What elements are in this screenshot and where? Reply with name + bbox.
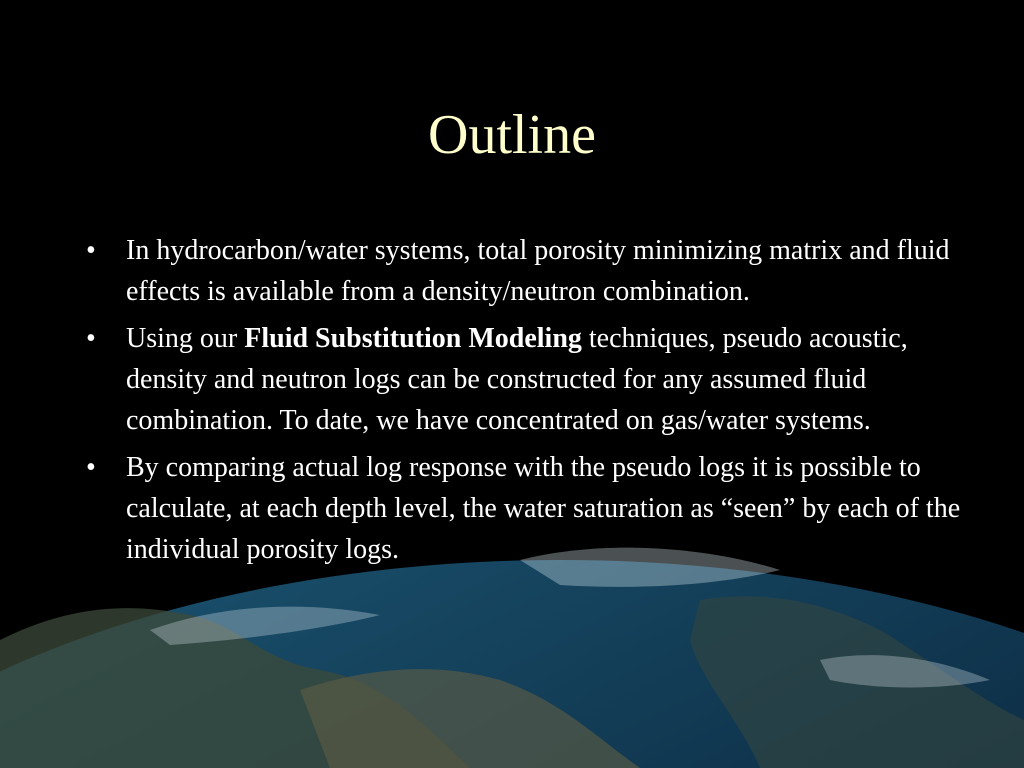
bullet-marker: • — [86, 452, 96, 483]
bullet-item — [84, 230, 964, 312]
bullet-list — [84, 230, 964, 576]
bullet-text: In hydrocarbon/water systems, total porosity minimizing matrix and fluid effects is available from a density/neutron combination. — [126, 235, 950, 307]
bullet-text-start: Using our — [126, 323, 245, 354]
bullet-marker: • — [86, 323, 96, 354]
bullet-marker: • — [86, 235, 96, 266]
bullet-item — [84, 318, 964, 441]
slide-title: Outline — [428, 104, 596, 166]
bullet-text: By comparing actual log response with the pseudo logs it is possible to calculate, at each depth level, the water saturation as “seen” by each of the individual porosity logs. — [126, 452, 961, 565]
bullet-text-emphasis: Fluid Substitution Modeling — [244, 323, 582, 354]
bullet-text-end: techniques, pseudo acoustic, density and neutron logs can be constructed for any assumed fluid combination. To date, we have concentrated on gas/water systems. — [126, 323, 908, 436]
bullet-item — [84, 447, 964, 570]
